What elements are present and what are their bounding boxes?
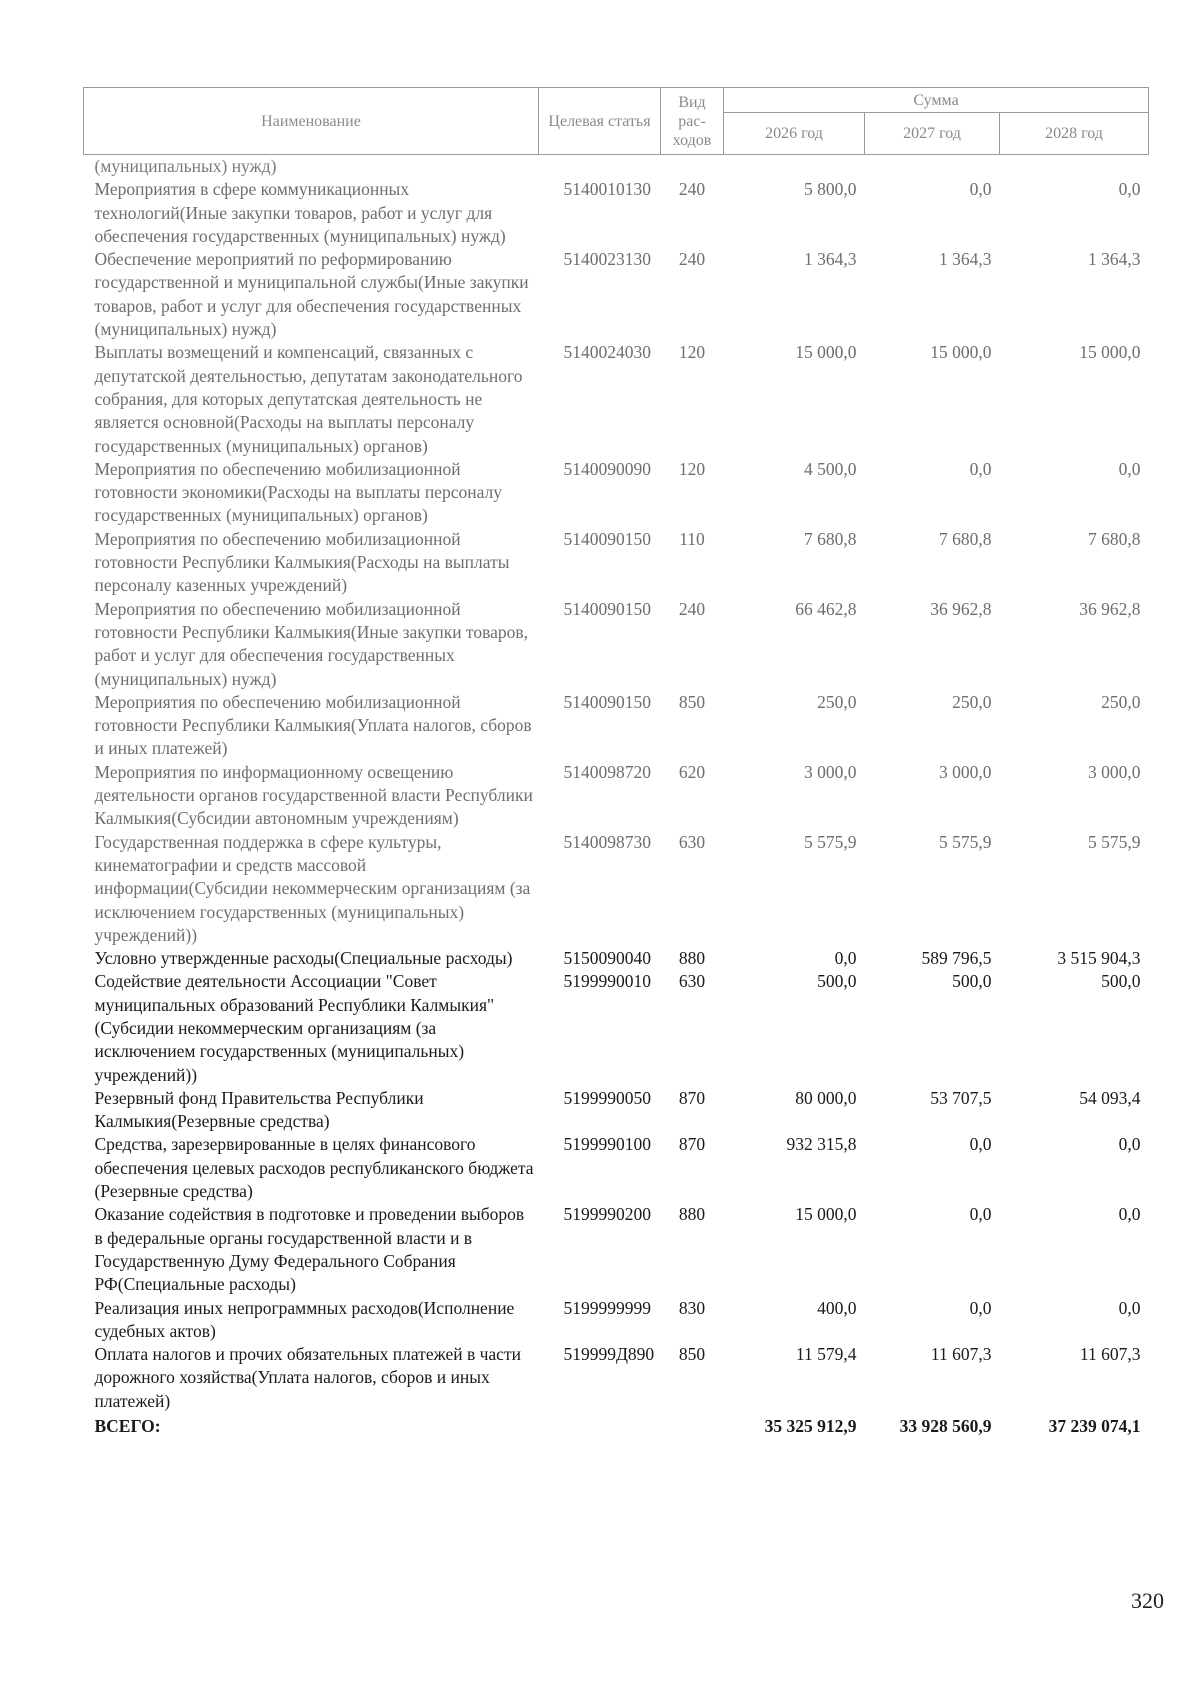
- row-name: Условно утвержденные расходы(Специальные расходы): [94, 948, 513, 969]
- row-sum-2026: 500,0: [817, 971, 857, 992]
- row-name: Оплата налогов и прочих обязательных платежей в части дорожного хозяйства(Уплата налогов, сборов и иных платежей): [94, 1344, 521, 1411]
- row-kind: 120: [678, 458, 706, 479]
- row-code: 5140023130: [563, 249, 651, 270]
- table-row: [84, 947, 1149, 970]
- row-sum-2028: 7 680,8: [1088, 528, 1141, 549]
- row-sum-2026: 1 364,3: [804, 249, 857, 270]
- row-sum-2026: 0,0: [834, 948, 857, 969]
- row-sum-2027: 0,0: [969, 458, 992, 479]
- table-row: [84, 458, 1149, 528]
- row-code: 5199990050: [563, 1087, 651, 1108]
- row-kind: 850: [678, 1344, 706, 1365]
- row-sum-2028: 0,0: [1118, 179, 1141, 200]
- table-row: [84, 831, 1149, 947]
- row-name: (муниципальных) нужд): [94, 156, 277, 176]
- row-sum-2027: 0,0: [969, 1204, 992, 1225]
- header-kind: Вид рас-ходов: [661, 88, 724, 155]
- row-name: Резервный фонд Правительства Республики Калмыкия(Резервные средства): [94, 1087, 424, 1132]
- row-kind: 240: [678, 598, 706, 619]
- row-sum-2028: 36 962,8: [1079, 598, 1141, 619]
- row-name: Оказание содействия в подготовке и проведении выборов в федеральные органы государственной власти и в Государственную Думу Федерального Собрания РФ(Специальные расходы): [94, 1204, 525, 1295]
- row-code: 5140024030: [563, 342, 651, 363]
- header-year-2026: 2026 год: [724, 113, 865, 155]
- row-sum-2027: 11 607,3: [930, 1344, 992, 1365]
- row-kind: 240: [678, 179, 706, 200]
- row-code: 5140098720: [563, 761, 651, 782]
- row-kind: 110: [679, 528, 705, 549]
- total-label: ВСЕГО:: [94, 1416, 161, 1437]
- row-name: Мероприятия по обеспечению мобилизационной готовности Республики Калмыкия(Расходы на выплаты персоналу казенных учреждений): [94, 528, 510, 596]
- row-sum-2027: 250,0: [952, 691, 992, 712]
- row-code: 5150090040: [563, 948, 651, 969]
- row-kind: 880: [678, 948, 706, 969]
- row-code: 519999Д890: [563, 1344, 655, 1365]
- row-kind: 880: [678, 1204, 706, 1225]
- row-sum-2028: 0,0: [1118, 1134, 1141, 1155]
- row-sum-2027: 53 707,5: [930, 1087, 992, 1108]
- total-row: [84, 1413, 1149, 1438]
- table-row: [84, 1087, 1149, 1134]
- row-code: 5199999999: [563, 1297, 651, 1318]
- table-row: [84, 1133, 1149, 1203]
- row-sum-2027: 1 364,3: [939, 249, 992, 270]
- row-name: Мероприятия в сфере коммуникационных технологий(Иные закупки товаров, работ и услуг для обеспечения государственных (муниципальных) нужд): [94, 179, 506, 246]
- total-sum-2027: 33 928 560,9: [899, 1416, 992, 1437]
- row-sum-2028: 15 000,0: [1079, 342, 1141, 363]
- table-row: [84, 1297, 1149, 1344]
- row-name: Обеспечение мероприятий по реформированию государственной и муниципальной службы(Иные закупки товаров, работ и услуг для обеспечения государственных (муниципальных) нужд): [94, 249, 529, 340]
- total-code-empty: [539, 1413, 661, 1438]
- header-code: Целевая статья: [539, 88, 661, 155]
- header-sum: Сумма: [724, 88, 1149, 113]
- row-sum-2027: 0,0: [969, 179, 992, 200]
- row-sum-2028: 1 364,3: [1088, 249, 1141, 270]
- row-sum-2027: 7 680,8: [939, 528, 992, 549]
- table-row: [84, 341, 1149, 457]
- row-sum-2026: 11 579,4: [795, 1344, 857, 1365]
- table-row: [84, 155, 1149, 179]
- row-name: Мероприятия по обеспечению мобилизационной готовности Республики Калмыкия(Иные закупки товаров, работ и услуг для обеспечения государственных (муниципальных) нужд): [94, 598, 529, 689]
- row-kind: 120: [678, 342, 706, 363]
- table-row: [84, 598, 1149, 691]
- row-name: Содействие деятельности Ассоциации "Совет муниципальных образований Республики Калмыкия"(Субсидии некоммерческим организациям (за исключением государственных (муниципальных) учреждений)): [94, 971, 495, 1085]
- row-sum-2028: 3 000,0: [1088, 761, 1141, 782]
- row-code: 5140090150: [563, 528, 651, 549]
- row-sum-2026: 932 315,8: [786, 1134, 857, 1155]
- row-sum-2028: 250,0: [1101, 691, 1141, 712]
- row-sum-2027: 5 575,9: [939, 831, 992, 852]
- row-sum-2026: 4 500,0: [804, 458, 857, 479]
- header-name: Наименование: [84, 88, 539, 155]
- table-body: [84, 155, 1149, 1439]
- row-code: 5199990100: [563, 1134, 651, 1155]
- row-sum-2027: 589 796,5: [921, 948, 992, 969]
- total-sum-2026: 35 325 912,9: [764, 1416, 857, 1437]
- table-row: [84, 1343, 1149, 1413]
- row-kind: 850: [678, 691, 706, 712]
- row-kind: 630: [678, 971, 706, 992]
- row-sum-2026: 80 000,0: [795, 1087, 857, 1108]
- row-sum-2027: 0,0: [969, 1297, 992, 1318]
- row-sum-2026: 7 680,8: [804, 528, 857, 549]
- row-sum-2028: 54 093,4: [1079, 1087, 1141, 1108]
- header-year-2027: 2027 год: [865, 113, 1000, 155]
- row-sum-2028: 11 607,3: [1079, 1344, 1141, 1365]
- row-sum-2026: [724, 155, 865, 179]
- row-sum-2028: 500,0: [1101, 971, 1141, 992]
- row-name: Государственная поддержка в сфере культуры, кинематографии и средств массовой информации(Субсидии некоммерческим организациям (за исключением государственных (муниципальных) учреждений)): [94, 831, 531, 945]
- total-kind-empty: [661, 1413, 724, 1438]
- row-sum-2028: 5 575,9: [1088, 831, 1141, 852]
- row-name: Мероприятия по информационному освещению деятельности органов государственной власти Республики Калмыкия(Субсидии автономным учреждениям): [94, 761, 533, 829]
- row-kind: 620: [678, 761, 706, 782]
- row-sum-2028: 3 515 904,3: [1057, 948, 1141, 969]
- row-sum-2027: 3 000,0: [939, 761, 992, 782]
- row-sum-2027: 15 000,0: [930, 342, 992, 363]
- row-code: 5140090150: [563, 598, 651, 619]
- row-sum-2026: 3 000,0: [804, 761, 857, 782]
- row-code: 5199990200: [563, 1204, 651, 1225]
- row-sum-2026: 66 462,8: [795, 598, 857, 619]
- row-sum-2026: 5 800,0: [804, 179, 857, 200]
- row-sum-2026: 15 000,0: [795, 342, 857, 363]
- row-sum-2027: 36 962,8: [930, 598, 992, 619]
- row-kind: 630: [678, 831, 706, 852]
- row-name: Мероприятия по обеспечению мобилизационной готовности Республики Калмыкия(Уплата налогов, сборов и иных платежей): [94, 691, 532, 759]
- row-sum-2026: 15 000,0: [795, 1204, 857, 1225]
- total-sum-2028: 37 239 074,1: [1048, 1416, 1141, 1437]
- row-code: 5199990010: [563, 971, 651, 992]
- row-sum-2026: 5 575,9: [804, 831, 857, 852]
- table-row: [84, 178, 1149, 248]
- row-code: 5140010130: [563, 179, 651, 200]
- row-kind: 240: [678, 249, 706, 270]
- row-name: Выплаты возмещений и компенсаций, связанных с депутатской деятельностью, депутатам законодательного собрания, для которых депутатская деятельность не является основной(Расходы на выплаты персоналу государственных (муниципальных) органов): [94, 342, 523, 456]
- table-row: [84, 248, 1149, 341]
- row-kind: 830: [678, 1297, 706, 1318]
- row-code: 5140090090: [563, 458, 651, 479]
- row-sum-2027: [865, 155, 1000, 179]
- row-sum-2028: 0,0: [1118, 1297, 1141, 1318]
- row-code: 5140090150: [563, 691, 651, 712]
- header-year-2028: 2028 год: [1000, 113, 1149, 155]
- row-kind: [661, 155, 724, 179]
- row-code: 5140098730: [563, 831, 651, 852]
- row-name: Средства, зарезервированные в целях финансового обеспечения целевых расходов республиканского бюджета (Резервные средства): [94, 1134, 534, 1202]
- budget-table: [83, 87, 1149, 1438]
- table-row: [84, 761, 1149, 831]
- row-name: Мероприятия по обеспечению мобилизационной готовности экономики(Расходы на выплаты персоналу государственных (муниципальных) органов): [94, 458, 502, 526]
- page-number: 320: [1131, 1588, 1164, 1613]
- row-sum-2028: [1000, 155, 1149, 179]
- row-sum-2026: 400,0: [817, 1297, 857, 1318]
- table-row: [84, 528, 1149, 598]
- row-kind: 870: [678, 1134, 706, 1155]
- table-row: [84, 1203, 1149, 1296]
- row-sum-2026: 250,0: [817, 691, 857, 712]
- row-sum-2028: 0,0: [1118, 458, 1141, 479]
- table-header: [84, 88, 1149, 155]
- table-row: [84, 691, 1149, 761]
- row-kind: 870: [678, 1087, 706, 1108]
- row-sum-2027: 0,0: [969, 1134, 992, 1155]
- row-sum-2028: 0,0: [1118, 1204, 1141, 1225]
- table-row: [84, 970, 1149, 1086]
- row-name: Реализация иных непрограммных расходов(Исполнение судебных актов): [94, 1297, 515, 1341]
- row-sum-2027: 500,0: [952, 971, 992, 992]
- row-code: [539, 155, 661, 179]
